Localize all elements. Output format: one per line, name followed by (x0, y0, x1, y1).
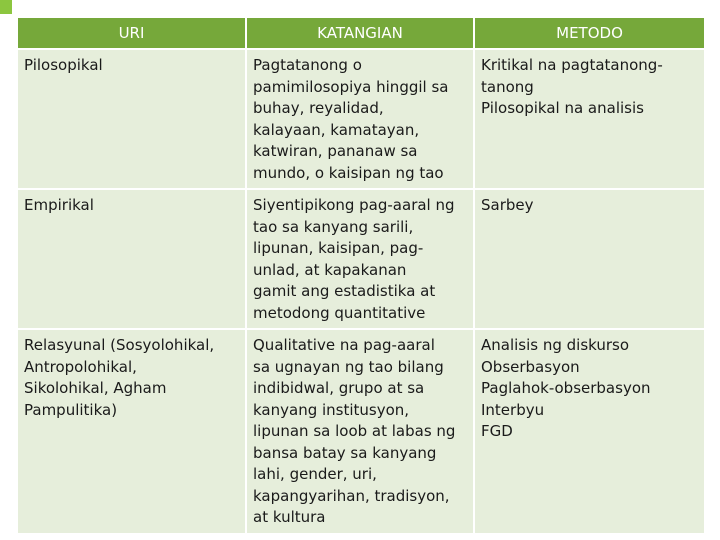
cell-text-line: Analisis ng diskurso (481, 336, 630, 354)
cell-katangian (246, 49, 474, 189)
cell-text-line: Relasyunal (Sosyolohikal, (24, 336, 215, 354)
cell-metodo (474, 49, 704, 189)
header-katangian: KATANGIAN (246, 18, 474, 49)
cell-text-line: Qualitative na pag-aaral (253, 336, 435, 354)
cell-text-line: Pilosopikal (24, 56, 103, 74)
cell-uri (18, 49, 246, 189)
table-row-empirikal (18, 189, 704, 329)
cell-uri (18, 329, 246, 534)
cell-text-line: buhay, reyalidad, (253, 99, 384, 117)
cell-katangian (246, 329, 474, 534)
cell-text-line: gamit ang estadistika at (253, 282, 436, 300)
cell-metodo (474, 189, 704, 329)
cell-text-line: pamimilosopiya hinggil sa (253, 77, 449, 96)
cell-text-line: tao sa kanyang sarili, (253, 217, 414, 236)
slide-accent-marker (0, 0, 12, 14)
table-row-relasyunal (18, 329, 704, 534)
cell-text-line: Empirikal (24, 196, 94, 214)
cell-text-line: Pilosopikal na analisis (481, 99, 644, 117)
cell-text-line: at kultura (253, 508, 326, 526)
cell-text-line: sa ugnayan ng tao bilang (253, 357, 444, 376)
header-row (18, 18, 704, 49)
cell-text-line: kapangyarihan, tradisyon, (253, 486, 450, 505)
cell-text-line: tanong (481, 77, 534, 96)
cell-text-line: Pampulitika) (24, 400, 118, 419)
cell-text-line: Antropolohikal, (24, 357, 137, 376)
header-uri: URI (18, 18, 246, 49)
cell-uri (18, 189, 246, 329)
uri-katangian-metodo-table (18, 18, 704, 535)
header-metodo: METODO (474, 18, 704, 49)
cell-text-line: lipunan sa loob at labas ng (253, 422, 456, 440)
cell-text-line: bansa batay sa kanyang (253, 443, 437, 462)
cell-text-line: katwiran, pananaw sa (253, 142, 418, 160)
cell-text-line: Pagtatanong o (253, 56, 362, 74)
cell-text-line: Interbyu (481, 400, 545, 419)
cell-text-line: kalayaan, kamatayan, (253, 120, 420, 139)
cell-text-line: Siyentipikong pag-aaral ng (253, 196, 455, 214)
cell-metodo (474, 329, 704, 534)
cell-text-line: indibidwal, grupo at sa (253, 379, 425, 397)
table-row-pilosopikal (18, 49, 704, 189)
cell-text-line: Paglahok-obserbasyon (481, 379, 651, 397)
cell-text-line: mundo, o kaisipan ng tao (253, 163, 444, 182)
cell-text-line: Sikolohikal, Agham (24, 379, 167, 397)
cell-katangian (246, 189, 474, 329)
cell-text-line: FGD (481, 422, 513, 440)
cell-text-line: metodong quantitative (253, 303, 426, 322)
cell-text-line: Obserbasyon (481, 357, 580, 376)
cell-text-line: Sarbey (481, 196, 534, 214)
cell-text-line: unlad, at kapakanan (253, 260, 407, 279)
cell-text-line: lipunan, kaisipan, pag- (253, 239, 424, 257)
cell-text-line: lahi, gender, uri, (253, 465, 377, 483)
cell-text-line: Kritikal na pagtatanong- (481, 56, 663, 74)
cell-text-line: kanyang institusyon, (253, 400, 410, 419)
